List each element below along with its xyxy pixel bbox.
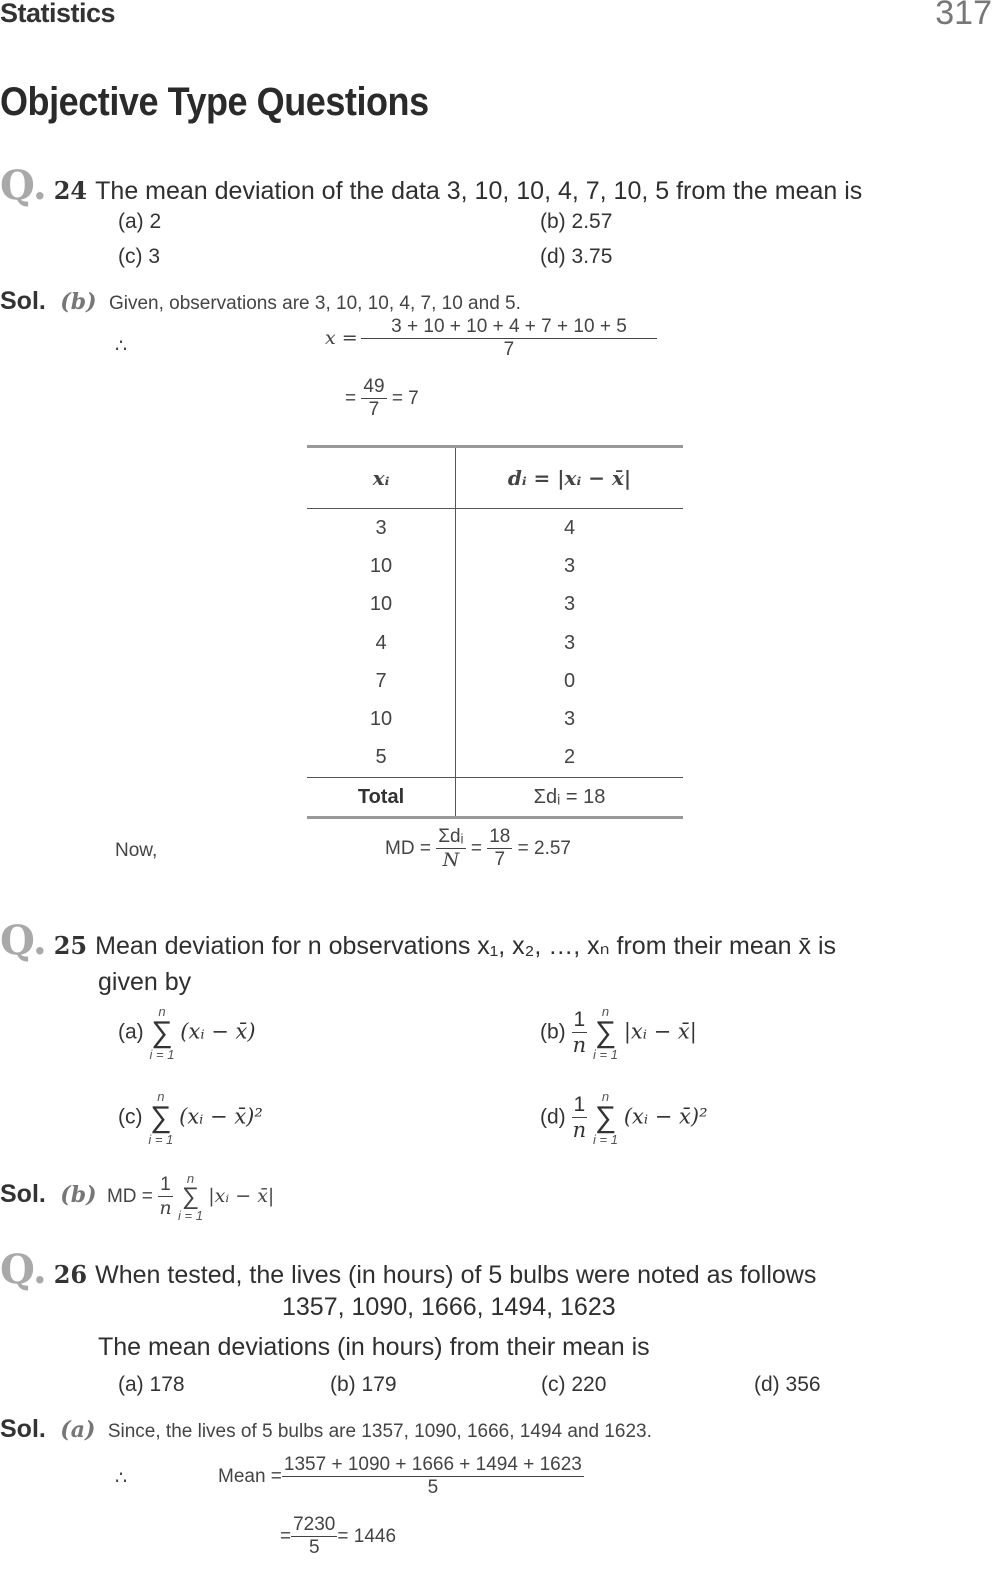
solution-label: Sol. xyxy=(0,287,46,315)
xi-cell: 3 xyxy=(307,509,456,548)
fraction-numerator: 7230 xyxy=(293,1514,336,1535)
solution-26 xyxy=(0,1415,652,1444)
fraction-numerator: 1357 + 1090 + 1666 + 1494 + 1623 xyxy=(283,1454,582,1475)
mean-result xyxy=(345,376,419,422)
question-25 xyxy=(0,917,836,964)
equals: = xyxy=(345,387,357,409)
xi-cell: 7 xyxy=(307,662,456,700)
answer-key: (b) xyxy=(60,289,97,315)
question-text: Mean deviation for n observations x₁, x₂, …, xₙ from their mean x̄ is xyxy=(95,932,837,960)
option-label: (b) xyxy=(330,1373,356,1396)
table-total-row xyxy=(307,778,683,818)
now-label: Now, xyxy=(115,840,158,861)
option-value: 220 xyxy=(571,1373,607,1396)
option-label: (c) xyxy=(541,1373,566,1396)
di-cell: 3 xyxy=(563,708,576,731)
fraction-numerator: 1 xyxy=(572,1008,588,1033)
sigma-icon: n ∑ i = 1 xyxy=(149,1004,175,1062)
solution-25 xyxy=(0,1172,274,1222)
option-label: (c) xyxy=(118,1105,143,1129)
therefore-symbol: ∴ xyxy=(115,1468,128,1489)
di-cell: 3 xyxy=(563,593,576,616)
table-row xyxy=(307,624,683,662)
column-header-xi: xᵢ xyxy=(307,447,456,509)
column-header-di: dᵢ = |xᵢ − x̄| xyxy=(456,447,684,509)
solution-label: Sol. xyxy=(0,1180,46,1209)
option-expression: |xᵢ − x̄| xyxy=(623,1019,697,1044)
option-label: (a) xyxy=(118,1373,144,1396)
question-mark-icon: Q. xyxy=(0,917,47,964)
page-title: Objective Type Questions xyxy=(0,80,429,124)
result: = 2.57 xyxy=(517,837,571,859)
sigma-icon: n ∑ i = 1 xyxy=(148,1089,174,1147)
di-cell: 3 xyxy=(563,631,576,654)
option-label: (d) xyxy=(540,245,566,268)
option-d xyxy=(540,245,612,269)
option-a xyxy=(118,1005,256,1061)
xi-cell: 5 xyxy=(307,739,456,778)
di-cell: 3 xyxy=(563,554,576,577)
fraction-denominator: 7 xyxy=(503,338,515,360)
option-expression: (xᵢ − x̄) xyxy=(180,1019,256,1044)
option-label: (b) xyxy=(540,210,566,233)
table-row xyxy=(307,586,683,624)
option-d xyxy=(754,1373,821,1397)
question-number: 24 xyxy=(53,176,88,205)
xi-cell: 4 xyxy=(307,624,456,662)
option-b xyxy=(540,210,612,234)
sigma-icon: n ∑ i = 1 xyxy=(593,1089,618,1147)
table-row xyxy=(307,700,683,738)
solution-intro: Since, the lives of 5 bulbs are 1357, 1090, 1666, 1494 and 1623. xyxy=(107,1421,652,1442)
section-header: Statistics xyxy=(0,0,116,28)
xi-cell: 10 xyxy=(307,547,456,585)
result: = 7 xyxy=(391,387,419,409)
mean-lhs: x = xyxy=(325,326,358,349)
di-cell: 4 xyxy=(563,516,576,539)
result: = 1446 xyxy=(337,1525,397,1547)
therefore-symbol: ∴ xyxy=(115,336,128,357)
option-a xyxy=(118,210,161,234)
fraction-denominator: N xyxy=(442,848,460,871)
option-b xyxy=(330,1373,397,1397)
option-label: (b) xyxy=(540,1020,566,1044)
equals: = xyxy=(470,837,482,859)
option-label: (a) xyxy=(118,210,144,233)
xi-cell: 10 xyxy=(307,586,456,624)
fraction-numerator: 1 xyxy=(572,1093,588,1118)
answer-key: (b) xyxy=(60,1182,97,1209)
deviation-table xyxy=(307,445,683,819)
di-cell: 2 xyxy=(563,746,576,769)
md-lhs: MD = xyxy=(106,1186,153,1208)
page-number: 317 xyxy=(935,0,992,32)
option-a xyxy=(118,1373,185,1397)
md-lhs: MD = xyxy=(385,837,431,859)
option-c xyxy=(541,1373,606,1397)
question-text-continued: given by xyxy=(98,968,192,996)
solution-intro: Given, observations are 3, 10, 10, 4, 7, 10 and 5. xyxy=(108,293,521,314)
equals: = xyxy=(280,1525,292,1547)
option-value: 356 xyxy=(785,1373,821,1396)
total-label: Total xyxy=(307,778,456,818)
fraction-denominator: n xyxy=(159,1197,172,1220)
option-label: (c) xyxy=(118,245,143,268)
mean-lhs: Mean = xyxy=(218,1465,282,1487)
xi-cell: 10 xyxy=(307,700,456,738)
fraction-numerator: 18 xyxy=(489,826,511,847)
fraction-denominator: 5 xyxy=(308,1536,320,1558)
option-label: (a) xyxy=(118,1020,144,1044)
table-row xyxy=(307,509,683,548)
table-row xyxy=(307,547,683,585)
option-c xyxy=(118,245,160,269)
question-mark-icon: Q. xyxy=(0,162,47,209)
option-value: 2 xyxy=(149,210,162,233)
question-number: 26 xyxy=(53,1260,88,1289)
md-formula xyxy=(385,826,571,872)
question-26 xyxy=(0,1246,816,1293)
option-value: 178 xyxy=(149,1373,185,1396)
fraction-denominator: n xyxy=(572,1117,587,1142)
table-row xyxy=(307,739,683,778)
question-24 xyxy=(0,162,862,209)
question-text: The mean deviation of the data 3, 10, 10, 4, 7, 10, 5 from the mean is xyxy=(95,177,863,205)
option-value: 3.75 xyxy=(571,245,613,268)
fraction-numerator: 49 xyxy=(363,376,385,397)
fraction-numerator: 1 xyxy=(160,1174,171,1196)
solution-label: Sol. xyxy=(0,1415,46,1443)
option-b xyxy=(540,1005,697,1061)
option-expression: (xᵢ − x̄)² xyxy=(179,1104,263,1129)
di-cell: 0 xyxy=(563,669,576,692)
mean-formula xyxy=(218,1454,584,1500)
sigma-icon: n ∑ i = 1 xyxy=(593,1004,618,1062)
option-label: (d) xyxy=(754,1373,780,1396)
option-expression: (xᵢ − x̄)² xyxy=(623,1104,708,1129)
fraction-denominator: 7 xyxy=(494,848,506,870)
solution-24 xyxy=(0,287,521,316)
option-value: 3 xyxy=(148,245,161,268)
question-text: When tested, the lives (in hours) of 5 bulbs were noted as follows xyxy=(95,1261,817,1289)
mean-result xyxy=(280,1514,396,1560)
fraction-denominator: 7 xyxy=(368,398,380,420)
option-c xyxy=(118,1090,263,1146)
question-text-continued: The mean deviations (in hours) from their mean is xyxy=(98,1333,650,1361)
answer-key: (a) xyxy=(60,1417,96,1443)
total-value: Σdᵢ = 18 xyxy=(456,778,684,818)
option-label: (d) xyxy=(540,1105,566,1129)
bulb-lives-values: 1357, 1090, 1666, 1494, 1623 xyxy=(282,1293,616,1321)
md-expression: |xᵢ − x̄| xyxy=(208,1185,275,1208)
fraction-denominator: n xyxy=(572,1032,587,1057)
option-value: 2.57 xyxy=(571,210,613,233)
fraction-numerator: 3 + 10 + 10 + 4 + 7 + 10 + 5 xyxy=(361,316,657,339)
md-formula xyxy=(106,1171,275,1223)
sigma-icon: n ∑ i = 1 xyxy=(178,1171,203,1223)
question-number: 25 xyxy=(53,931,88,960)
fraction-numerator: Σdᵢ xyxy=(438,826,464,847)
question-mark-icon: Q. xyxy=(0,1246,47,1293)
mean-formula xyxy=(325,316,655,362)
option-d xyxy=(540,1090,708,1146)
option-value: 179 xyxy=(361,1373,397,1396)
table-row xyxy=(307,662,683,700)
fraction-denominator: 5 xyxy=(427,1476,439,1498)
